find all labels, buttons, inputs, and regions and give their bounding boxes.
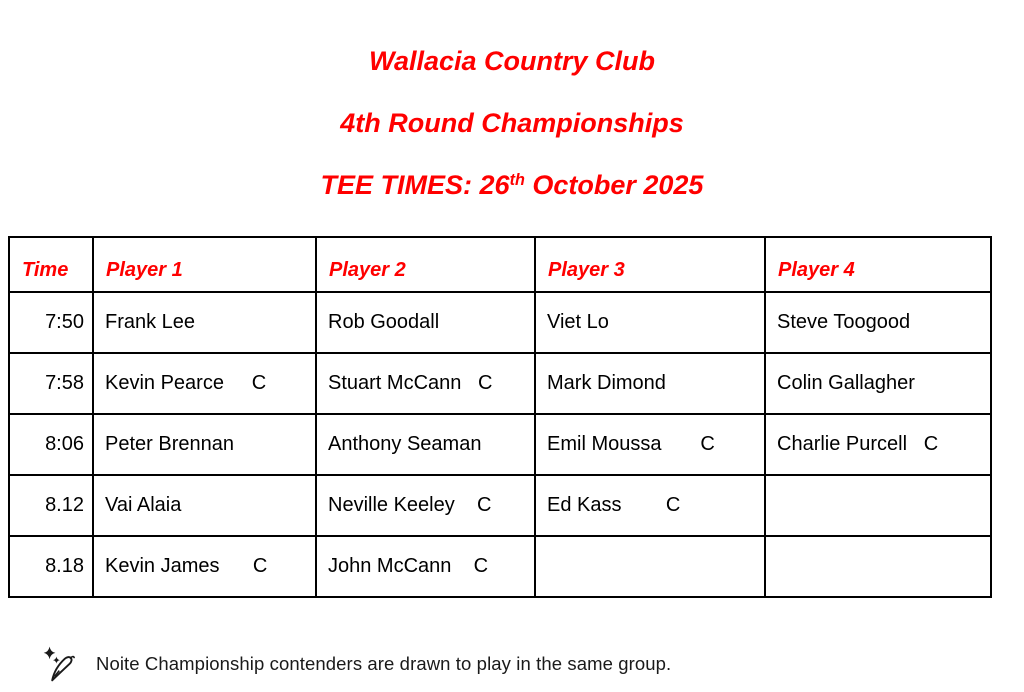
tee-times-ordinal-superscript: th xyxy=(509,171,525,190)
pen-sparkle-icon xyxy=(40,645,76,683)
document-header xyxy=(0,0,1024,204)
table-row xyxy=(9,353,991,414)
table-row xyxy=(9,475,991,536)
note-text: Noite Championship contenders are drawn to play in the same group. xyxy=(96,653,672,674)
player-cell: Colin Gallagher xyxy=(765,353,991,414)
player-cell: Kevin James C xyxy=(93,536,316,597)
club-title: Wallacia Country Club xyxy=(368,46,656,76)
tee-times-title xyxy=(0,170,1024,204)
player-cell: Peter Brennan xyxy=(93,414,316,475)
tee-times-table xyxy=(8,236,992,598)
player-cell: Frank Lee xyxy=(93,292,316,353)
round-title: 4th Round Championships xyxy=(340,108,684,138)
tee-times-prefix: TEE TIMES: 26 xyxy=(320,170,510,200)
time-cell: 7:50 xyxy=(9,292,93,353)
header-cell-player2: Player 2 xyxy=(316,237,535,292)
player-cell: Emil Moussa C xyxy=(535,414,765,475)
table-row xyxy=(9,292,991,353)
time-cell: 8:06 xyxy=(9,414,93,475)
player-cell: Steve Toogood xyxy=(765,292,991,353)
player-cell: Kevin Pearce C xyxy=(93,353,316,414)
player-cell xyxy=(765,536,991,597)
table-row xyxy=(9,536,991,597)
time-cell: 8.12 xyxy=(9,475,93,536)
time-cell: 7:58 xyxy=(9,353,93,414)
player-cell: Rob Goodall xyxy=(316,292,535,353)
player-cell: John McCann C xyxy=(316,536,535,597)
player-cell xyxy=(535,536,765,597)
player-cell: Vai Alaia xyxy=(93,475,316,536)
tee-times-suffix: October 2025 xyxy=(524,170,704,200)
table-row xyxy=(9,414,991,475)
player-cell: Viet Lo xyxy=(535,292,765,353)
player-cell: Mark Dimond xyxy=(535,353,765,414)
player-cell: Ed Kass C xyxy=(535,475,765,536)
header-cell-player1: Player 1 xyxy=(93,237,316,292)
table-header-row xyxy=(9,237,991,292)
header-cell-player3: Player 3 xyxy=(535,237,765,292)
player-cell: Stuart McCann C xyxy=(316,353,535,414)
header-cell-player4: Player 4 xyxy=(765,237,991,292)
player-cell xyxy=(765,475,991,536)
header-cell-time: Time xyxy=(9,237,93,292)
player-cell: Charlie Purcell C xyxy=(765,414,991,475)
player-cell: Anthony Seaman xyxy=(316,414,535,475)
player-cell: Neville Keeley C xyxy=(316,475,535,536)
time-cell: 8.18 xyxy=(9,536,93,597)
footnote xyxy=(40,645,1024,683)
